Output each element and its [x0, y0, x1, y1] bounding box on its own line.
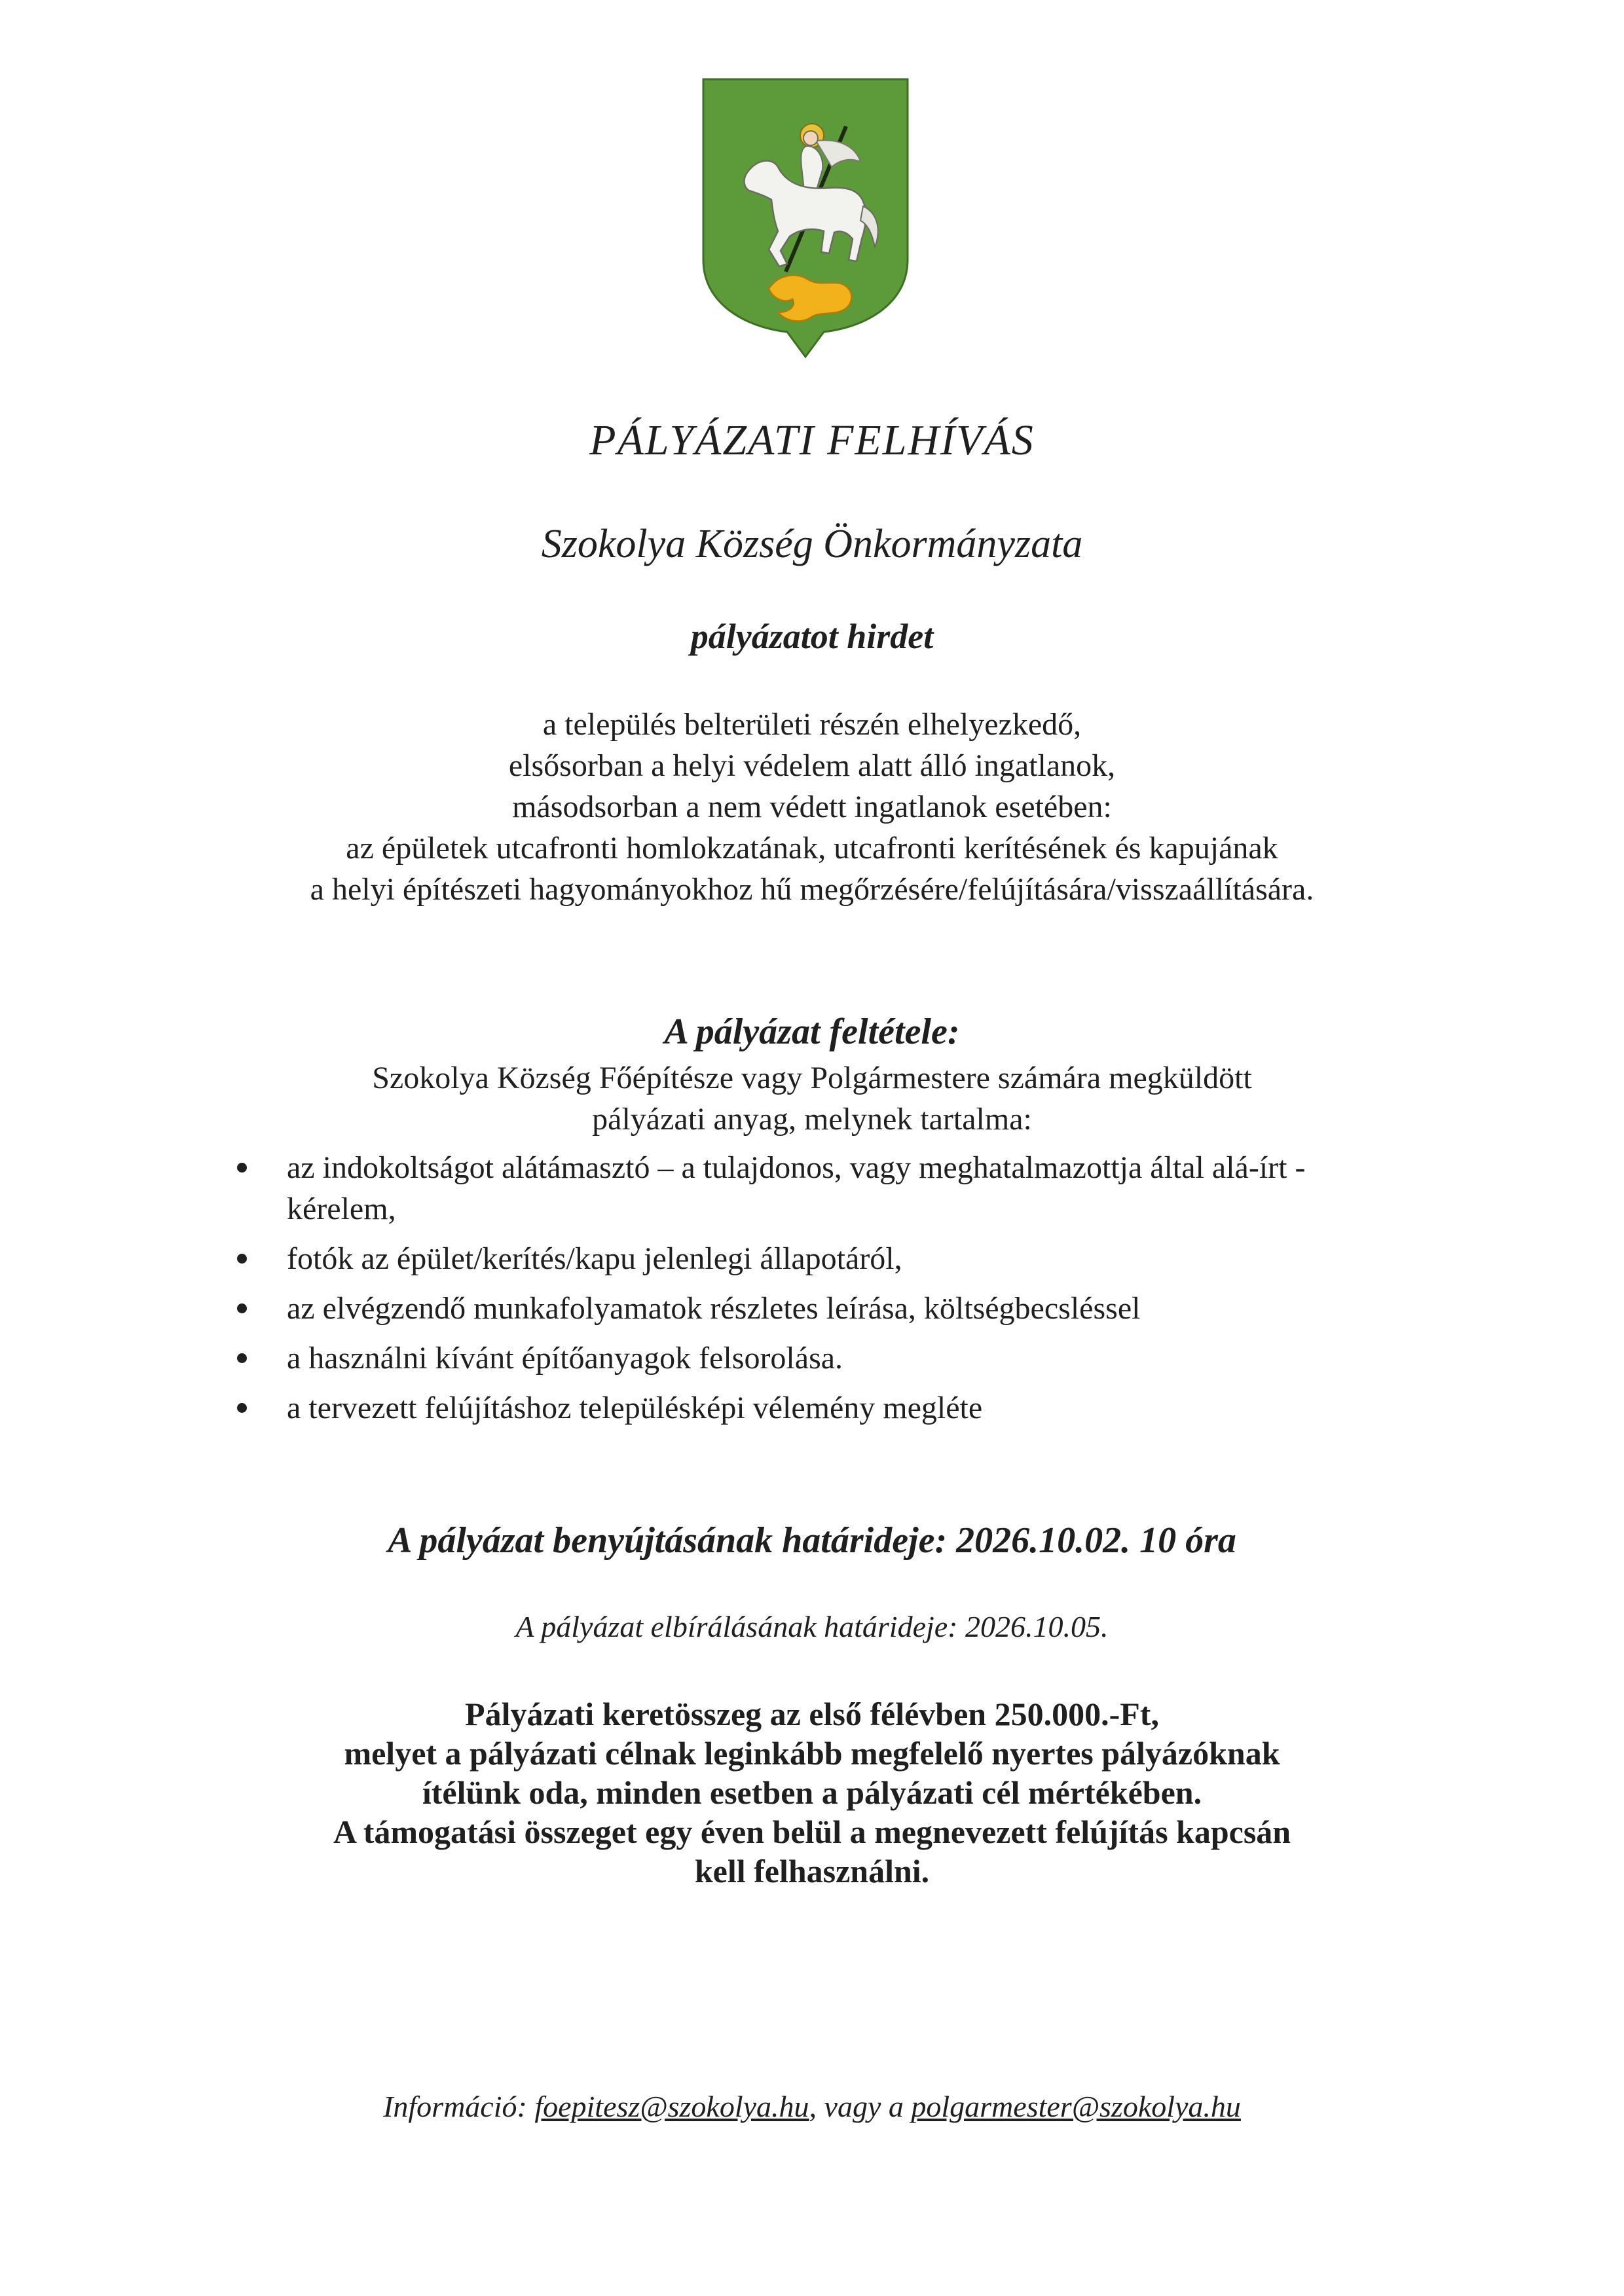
list-item-text: a használni kívánt építőanyagok felsorolása. [287, 1341, 843, 1376]
description-line: elsősorban a helyi védelem alatt álló ingatlanok, [508, 748, 1116, 783]
bullet-icon [237, 1303, 247, 1313]
email-link-polgarmester[interactable]: polgarmester@szokolya.hu [911, 2090, 1241, 2123]
page-title: PÁLYÁZATI FELHÍVÁS [589, 416, 1035, 464]
list-item-text: fotók az épület/kerítés/kapu jelenlegi állapotáról, [287, 1241, 902, 1276]
description-block [0, 704, 1624, 910]
announcement-text: pályázatot hirdet [690, 617, 934, 656]
bullet-icon [237, 1254, 247, 1264]
conditions-title: A pályázat feltétele: [664, 1011, 960, 1052]
funding-line: kell felhasználni. [694, 1853, 930, 1889]
conditions-intro-line: Szokolya Község Főépítésze vagy Polgármestere számára megküldött [372, 1061, 1252, 1095]
conditions-intro [0, 1057, 1624, 1140]
list-item [236, 1147, 1414, 1230]
contact-separator: , vagy a [809, 2090, 904, 2123]
funding-line: ítélünk oda, minden esetben a pályázati cél mértékében. [422, 1774, 1202, 1811]
bullet-icon [237, 1353, 247, 1363]
funding-line: Pályázati keretösszeg az első félévben 250.000.-Ft, [465, 1696, 1159, 1732]
list-item-text: az elvégzendő munkafolyamatok részletes leírása, költségbecsléssel [287, 1291, 1141, 1326]
description-line: a település belterületi részén elhelyezkedő, [542, 707, 1082, 742]
description-line: másodsorban a nem védett ingatlanok esetében: [512, 790, 1112, 824]
contact-info [0, 2092, 1624, 2122]
organization-name: Szokolya Község Önkormányzata [541, 522, 1083, 566]
list-item [236, 1238, 1414, 1279]
submission-deadline: A pályázat benyújtásának határideje: 2026.10.02. 10 óra [388, 1520, 1236, 1561]
list-item [236, 1288, 1414, 1329]
funding-block [0, 1694, 1624, 1891]
evaluation-deadline: A pályázat elbírálásának határideje: 2026.10.05. [515, 1610, 1109, 1643]
list-item-text: a tervezett felújításhoz településképi vélemény megléte [287, 1391, 983, 1425]
contact-label: Információ: [383, 2090, 527, 2123]
description-line: a helyi építészeti hagyományokhoz hű megőrzésére/felújítására/visszaállítására. [310, 872, 1314, 907]
crest-rider-head-shape [803, 131, 818, 145]
conditions-list [236, 1147, 1414, 1437]
description-line: az épületek utcafronti homlokzatának, utcafronti kerítésének és kapujának [346, 831, 1278, 866]
funding-line: A támogatási összeget egy éven belül a megnevezett felújítás kapcsán [333, 1813, 1291, 1850]
conditions-intro-line: pályázati anyag, melynek tartalma: [592, 1102, 1032, 1137]
list-item-text: az indokoltságot alátámasztó – a tulajdonos, vagy meghatalmazottja által alá-írt - kérelem, [287, 1150, 1306, 1226]
funding-line: melyet a pályázati célnak leginkább megfelelő nyertes pályázóknak [344, 1735, 1280, 1772]
email-link-foepitesz[interactable]: foepitesz@szokolya.hu [534, 2090, 809, 2123]
list-item [236, 1387, 1414, 1429]
list-item [236, 1338, 1414, 1379]
bullet-icon [237, 1163, 247, 1173]
bullet-icon [237, 1403, 247, 1413]
coat-of-arms-crest [701, 75, 910, 363]
